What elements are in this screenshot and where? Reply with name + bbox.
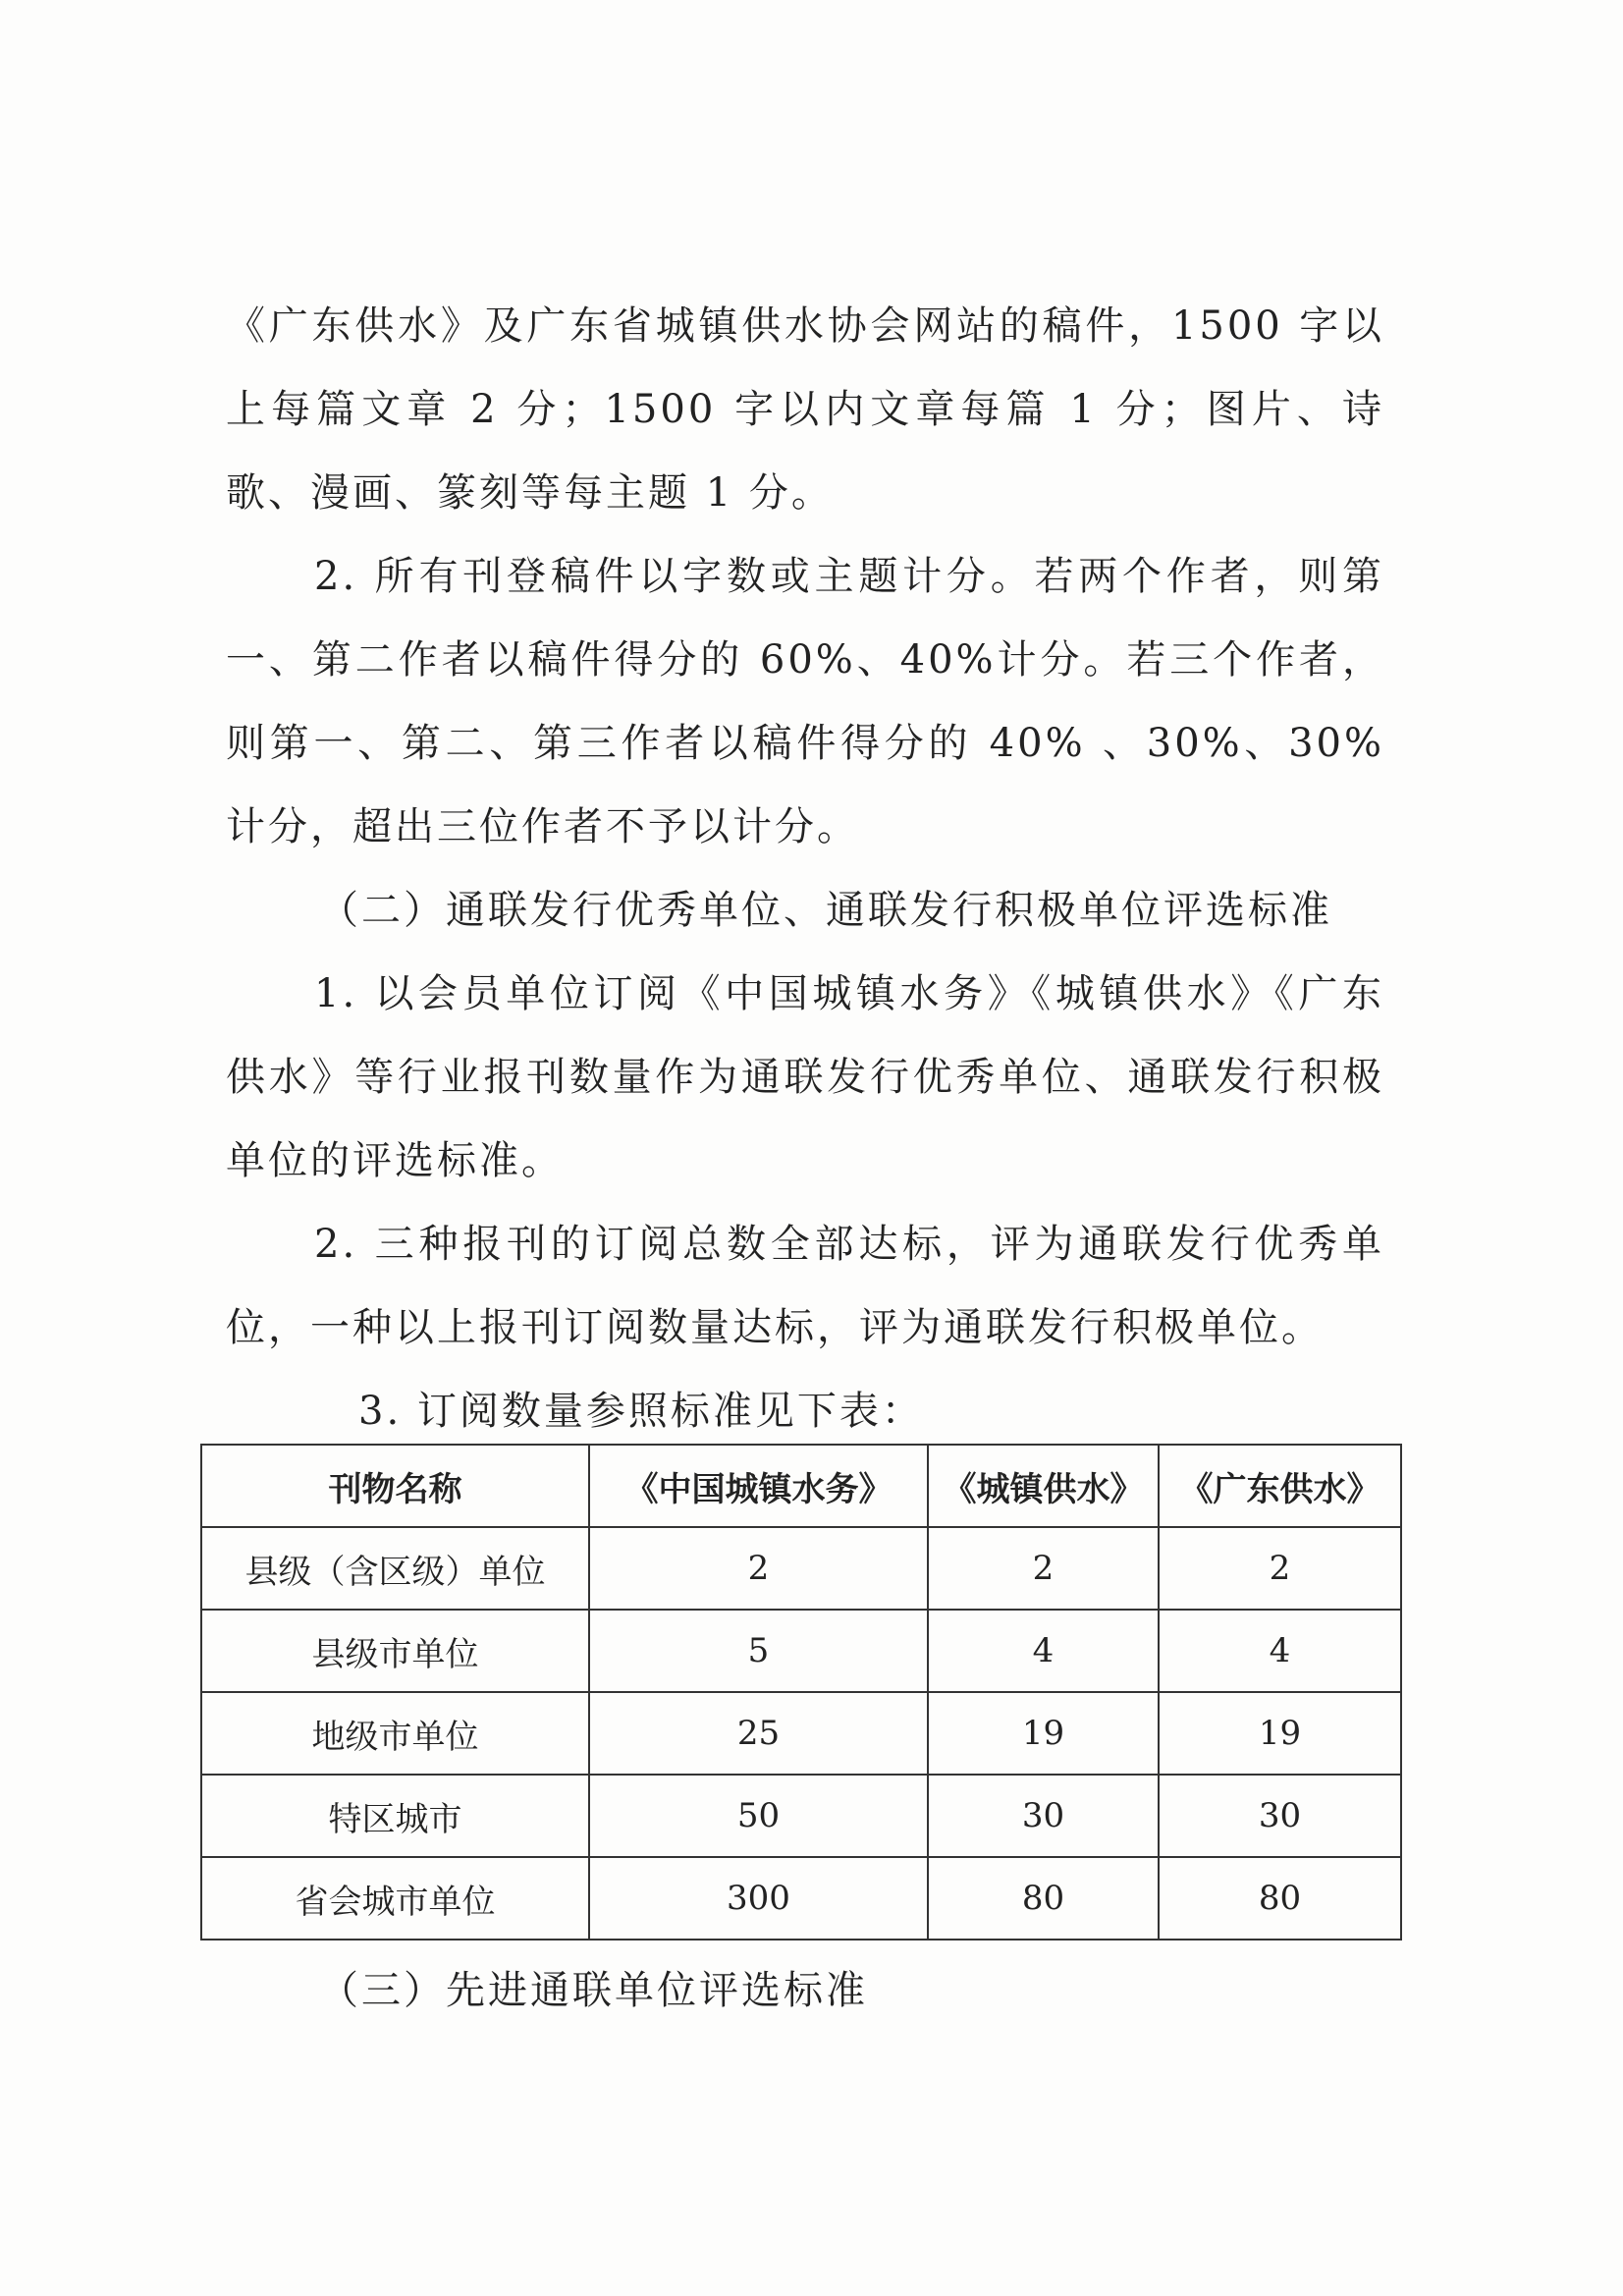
subscription-standards-table (200, 1444, 1402, 1941)
row-label: 省会城市单位 (201, 1857, 589, 1940)
table-cell: 5 (589, 1610, 928, 1692)
header-cell: 刊物名称 (201, 1445, 589, 1527)
table-header-row (201, 1445, 1401, 1527)
table-cell: 25 (589, 1692, 928, 1775)
section-heading-3: （三）先进通联单位评选标准 (319, 1968, 868, 2013)
table-row (201, 1610, 1401, 1692)
table-cell: 300 (589, 1857, 928, 1940)
table-row (201, 1692, 1401, 1775)
paragraph-award-levels: 2. 三种报刊的订阅总数全部达标，评为通联发行优秀单位，一种以上报刊订阅数量达标，评为通联发行积极单位。 (226, 1222, 1384, 1350)
row-label: 地级市单位 (201, 1692, 589, 1775)
header-cell: 《广东供水》 (1159, 1445, 1401, 1527)
table-cell: 19 (1159, 1692, 1401, 1775)
header-cell: 《中国城镇水务》 (589, 1445, 928, 1527)
table-cell: 30 (1159, 1775, 1401, 1857)
paragraph-scoring-rules: 《广东供水》及广东省城镇供水协会网站的稿件，1500 字以上每篇文章 2 分；1500 字以内文章每篇 1 分；图片、诗歌、漫画、篆刻等每主题 1 分。 (226, 303, 1384, 516)
table-cell: 2 (1159, 1527, 1401, 1610)
table-row (201, 1857, 1401, 1940)
paragraph-table-intro: 3. 订阅数量参照标准见下表： (358, 1389, 924, 1434)
table-row (201, 1527, 1401, 1610)
table-cell: 4 (1159, 1610, 1401, 1692)
table-cell: 2 (589, 1527, 928, 1610)
header-cell: 《城镇供水》 (928, 1445, 1159, 1527)
table-cell: 50 (589, 1775, 928, 1857)
table-cell: 19 (928, 1692, 1159, 1775)
table-row (201, 1775, 1401, 1857)
section-heading-2: （二）通联发行优秀单位、通联发行积极单位评选标准 (319, 888, 1332, 933)
row-label: 县级（含区级）单位 (201, 1527, 589, 1610)
table-cell: 80 (928, 1857, 1159, 1940)
paragraph-multiple-authors: 2. 所有刊登稿件以字数或主题计分。若两个作者，则第一、第二作者以稿件得分的 60%、40%计分。若三个作者，则第一、第二、第三作者以稿件得分的 40% 、30%、30%计分，超出三位作者不予以计分。 (226, 554, 1384, 849)
table-cell: 4 (928, 1610, 1159, 1692)
row-label: 县级市单位 (201, 1610, 589, 1692)
table-cell: 30 (928, 1775, 1159, 1857)
table-cell: 80 (1159, 1857, 1401, 1940)
paragraph-subscription-criteria: 1. 以会员单位订阅《中国城镇水务》《城镇供水》《广东供水》等行业报刊数量作为通联发行优秀单位、通联发行积极单位的评选标准。 (226, 971, 1384, 1183)
row-label: 特区城市 (201, 1775, 589, 1857)
table-cell: 2 (928, 1527, 1159, 1610)
